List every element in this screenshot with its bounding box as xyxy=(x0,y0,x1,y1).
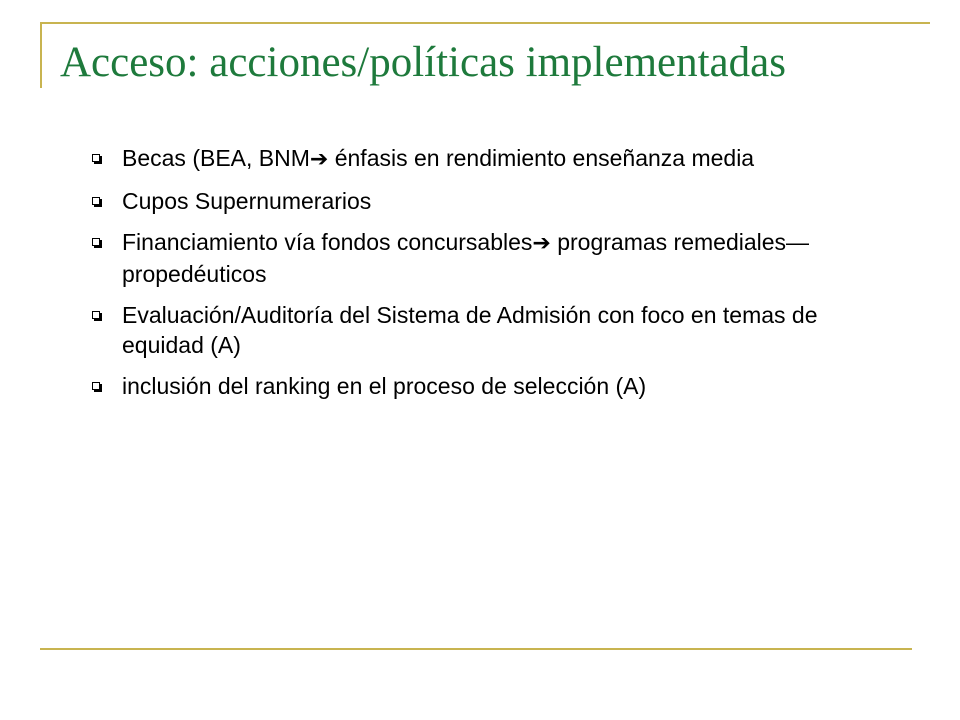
bullet-item xyxy=(92,300,892,360)
bullet-text-continued: programas remediales—propedéuticos xyxy=(122,229,810,287)
bullet-item xyxy=(92,227,892,289)
bullet-item xyxy=(92,186,892,216)
bullet-text: Cupos Supernumerarios xyxy=(122,188,372,214)
right-arrow-icon: ➔ xyxy=(532,231,551,256)
frame-bottom-rule xyxy=(40,648,912,650)
bullet-list xyxy=(92,143,892,412)
right-arrow-icon: ➔ xyxy=(309,147,329,172)
square-bullet-icon xyxy=(92,311,100,319)
frame-left-rule xyxy=(40,22,42,88)
bullet-text: Becas (BEA, BNM xyxy=(122,145,310,171)
bullet-text: Evaluación/Auditoría del Sistema de Admisión con foco en temas de equidad (A) xyxy=(122,302,818,358)
bullet-item xyxy=(92,143,892,175)
bullet-text: Financiamiento vía fondos concursables xyxy=(122,229,533,255)
square-bullet-icon xyxy=(92,238,100,246)
frame-top-rule xyxy=(40,22,930,24)
slide-title: Acceso: acciones/políticas implementadas xyxy=(60,39,786,86)
bullet-text: inclusión del ranking en el proceso de selección (A) xyxy=(122,373,647,399)
square-bullet-icon xyxy=(92,382,100,390)
bullet-text-continued: énfasis en rendimiento enseñanza media xyxy=(328,145,755,171)
bullet-item xyxy=(92,371,892,401)
square-bullet-icon xyxy=(92,197,100,205)
square-bullet-icon xyxy=(92,154,100,162)
